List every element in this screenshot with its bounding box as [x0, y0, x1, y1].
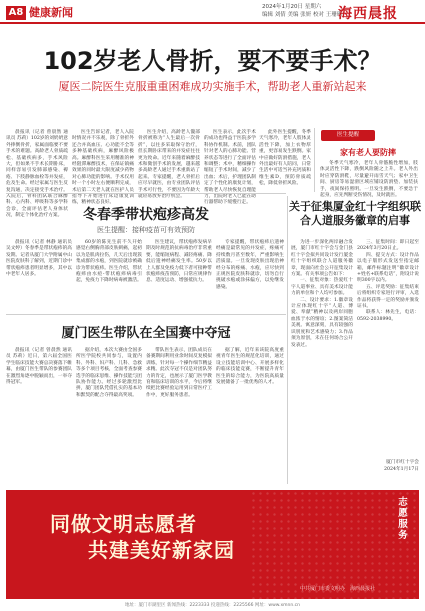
section-divider [6, 193, 286, 194]
lead-column-5 [259, 130, 311, 190]
notice-column-1 [291, 240, 353, 484]
banner-slogan-line-1: 同做文明志愿者 [50, 512, 197, 536]
clinic-paragraph: 据了解，近年来该院高度重视青年医生的规范化培训，通过设立技能培训中心、开展多样化的临床技能竞赛，不断提升青年医生的综合能力，为医院高质量发展储备了一批优秀的人才。 [216, 348, 284, 386]
logo-text: 海西晨报 [338, 6, 398, 22]
lead-paragraph: 医生告诉记者，老人入院时情况并不乐观，除了骨折外还合并高血压、心功能不全等多种基础疾病，麻醉风险极高。麻醉科医生采用精准的神经阻滞麻醉技术，在保证镇痛效果的同时最大限度减少药物对心肺功能的影响。手术仅用时一个小时左右便顺利完成，术后第二天老人就在医护人员指导下开始进行床边康复训练，精神状态良好。 [72, 130, 134, 206]
banner-credit: 中共厦门市委文明办 海西晨报社 [300, 586, 376, 592]
shingles-headline: 冬春季带状疱疹高发 [83, 207, 209, 223]
shingles-subheadline: 医生提醒：接种疫苗可有效预防 [97, 226, 195, 234]
shingles-paragraph: 晨报讯（记者 林静 通讯员 吴文婷）冬春季是带状疱疹的高发期。记者从厦门大学附属中山医院皮肤科了解到，近期门诊中带状疱疹患者明显增多，其中以中老年人居多。 [6, 240, 72, 278]
page-footer: 地址：厦门市湖里区 新闻热线：2223333 投递热线：2225566 网址：www.xmnn.cn [125, 603, 300, 608]
lead-paragraph: 此外医生提醒，冬季天气寒冷，老年人肢体灵活性下降，加上衣物厚重，更容易发生跌倒。家中应做好防滑措施，老人外出最好有人陪同，日常生活中可适当补充钙质和维生素D，预防骨质疏松，降低骨折风险。 [259, 130, 311, 187]
shingles-column-3 [146, 240, 212, 310]
shingles-column-4 [216, 240, 284, 310]
issue-date: 2024年1月20日 星期六 [262, 4, 322, 10]
notice-column-2 [357, 240, 419, 448]
notice-paragraph: 三、征集时间：即日起至2024年3月20日止。 [357, 240, 419, 252]
clinic-column-1 [6, 348, 72, 482]
shingles-column-1 [6, 240, 72, 310]
section-title: 健康新闻 [29, 6, 73, 19]
notice-signature: 厦门市红十字会 [386, 460, 419, 465]
page-number-badge: A8 [6, 6, 26, 20]
clinic-column-3 [146, 348, 212, 482]
shingles-paragraph: 医生建议，带状疱疹发病早期及时规范的抗病毒治疗非常重要，能缩短病程、减轻疼痛、降低后遗神经痛发生率。50岁以上人群及免疫力低下者可接种带状疱疹疫苗预防，日常应规律作息、适度运动、增强抵抗力。 [146, 240, 212, 284]
sidebar-body [320, 161, 418, 199]
sidebar-label: 医生提醒 [321, 130, 375, 141]
notice-paragraph: 四、提交方式：设计作品以电子版形式发送至指定邮箱，邮件标题注明“徽章设计+姓名+联系电话”，附设计说明300字以内。 [357, 252, 419, 284]
notice-headline: 关于征集厦金红十字组织联合人道服务徽章的启事 [289, 200, 421, 227]
notice-paragraph: 为进一步深化两岸融合发展，厦门市红十字会与金门县红十字会拟共同设计发行厦金红十字组织联合人道服务徽章，现面向社会公开征集设计方案。有关事项公告如下： [291, 240, 353, 278]
lead-paragraph: 医生表示，此次手术的成功也得益于医院多学科协作机制。术前，团队针对老人的心肺功能、营养状态等进行了全面评估和调整；术中，精细操作缩短了手术时间，减少了出血；术后，护理团队制定了个性化的康复计划，帮助老人尽快恢复自理能力，出院时老人已能在助行器帮助下缓慢行走。 [204, 130, 256, 206]
banner-vertical-tag: 志愿服务 [398, 497, 408, 541]
banner-slogan-line-2: 共建美好新家园 [88, 538, 235, 562]
header-rule [0, 22, 425, 24]
clinic-headline: 厦门医生带队在全国赛中夺冠 [61, 326, 231, 341]
lead-paragraph: 晨报讯（记者 曾晨然 通讯员 苏莉）102岁的刘奶奶意外摔倒骨折，家属面临要不要手术的难题。高龄老人骨质疏松、基础疾病多，手术风险大，但如果不手术长期卧床，同样容易引发肺部感染、褥疮、下肢静脉血栓等并发症，危及生命。经过家属与医生反复沟通，决定接受手术治疗。入院后，骨科团队联合麻醉科、心内科、呼吸科等多学科会诊，全面评估老人身体状况，制定个体化治疗方案。 [6, 130, 69, 219]
section-divider [6, 314, 286, 315]
shingles-paragraph: 60岁的陈先生前不久开始感觉右侧胸背部皮肤刺痛，起初以为是肌肉拉伤，几天后出现簇集成群的水疱，到医院就诊被确诊为带状疱疹。医生介绍，带状疱疹由水痘-带状疱疹病毒引起，免疫力下降时病毒被激活。 [76, 240, 142, 284]
sidebar-title: 家有老人要防摔 [340, 148, 396, 157]
clinic-paragraph: 带队医生表示，团队成员在备赛期间利用业余时间反复模拟训练，针对每一个操作细节精益求精。此次夺冠不仅是对团队努力的肯定，也展示了厦门医学教育和临床培训的水平，今后将继续把比赛经验运用到日常医疗工作中，更好服务患者。 [146, 348, 212, 398]
banner-dot-pattern [250, 490, 419, 599]
clinic-paragraph: 晨报讯（记者 曾晨然 通讯员 苏莉）近日，第六届全国医学生临床技能大赛总决赛落下帷幕，由厦门医生带队的参赛团队在激烈角逐中脱颖而出，一举夺得冠军。 [6, 348, 72, 386]
clinic-column-2 [76, 348, 142, 482]
notice-paragraph: 联系人：林先生，电话：0592-2038990。 [357, 310, 419, 322]
notice-paragraph: 五、评选奖励：征集结束后将组织专家进行评审，入选作品将获得一定的奖励并颁发证书。 [357, 284, 419, 310]
clinic-paragraph: 据介绍，本次大赛由全国多所医学院校共同参与，设置内科、外科、妇产科、儿科、急救等多个项目考核，全面考查参赛选手的临床思维、操作技能与团队协作能力。经过多轮激烈比拼，厦门团队凭借扎实的基本功和默契的配合夺得最高奖项。 [76, 348, 142, 398]
editor-credits: 编辑 刘倩 美编 张妍 校对 王珊珊 [262, 12, 343, 18]
shingles-column-2 [76, 240, 142, 310]
lead-headline: 102岁老人骨折，要不要手术？ [43, 47, 382, 75]
column-divider [287, 196, 288, 484]
sidebar-paragraph: 冬季天气寒冷，老年人骨骼脆性增加，肢体灵活性下降，跌倒风险随之上升。老人外出时应穿防滑鞋，尽量避开雨雪天气；家中卫生间、厨房等易湿滑区域应铺设防滑垫、加装扶手，夜间保持照明。一旦发生跌倒，不要急于起身，应先判断受伤情况，及时就医。 [320, 161, 418, 199]
notice-paragraph: 一、征集对象：热爱红十字人道事业、具有美术设计能力的单位和个人均可参加。 [291, 278, 353, 297]
shingles-paragraph: 专家提醒，带状疱疹后遗神经痛是最常见的并发症，疼痛可持续数月甚至数年，严重影响生活质量。一旦发现皮肤出现沿神经分布的疼痛、水疱，应尽快到正规医院皮肤科就诊，切勿自行挑破水疱或涂抹偏方，以免继发感染。 [216, 240, 284, 290]
column-divider [314, 128, 315, 192]
lead-paragraph: 医生介绍，高龄老人髋部骨折被称为“人生最后一次骨折”，以往多采取保守治疗，但长期卧床带来的并发症往往更为致命。近年来随着麻醉技术和微创手术的发展，越来越多高龄老人通过手术重新站了起来。专家提醒，老人骨折后应尽早就医，由专业团队评估手术可行性，不要因为年龄大就轻易放弃治疗机会。 [138, 130, 200, 200]
notice-date: 2024年1月17日 [384, 467, 419, 472]
lead-subheadline: 厦医二院医生克服重重困难成功实施手术，帮助老人重新站起来 [58, 80, 367, 93]
notice-paragraph: 二、设计要求：1.徽章设计应体现红十字“人道、博爱、奉献”精神以及两岸同胞血浓于水的情谊；2.图案简洁美观、寓意深刻，具有较强的识别度和艺术感染力；3.作品须为原创，未在任何场合公开发表过。 [291, 297, 353, 348]
newspaper-logo [338, 3, 420, 20]
clinic-column-4 [216, 348, 284, 482]
